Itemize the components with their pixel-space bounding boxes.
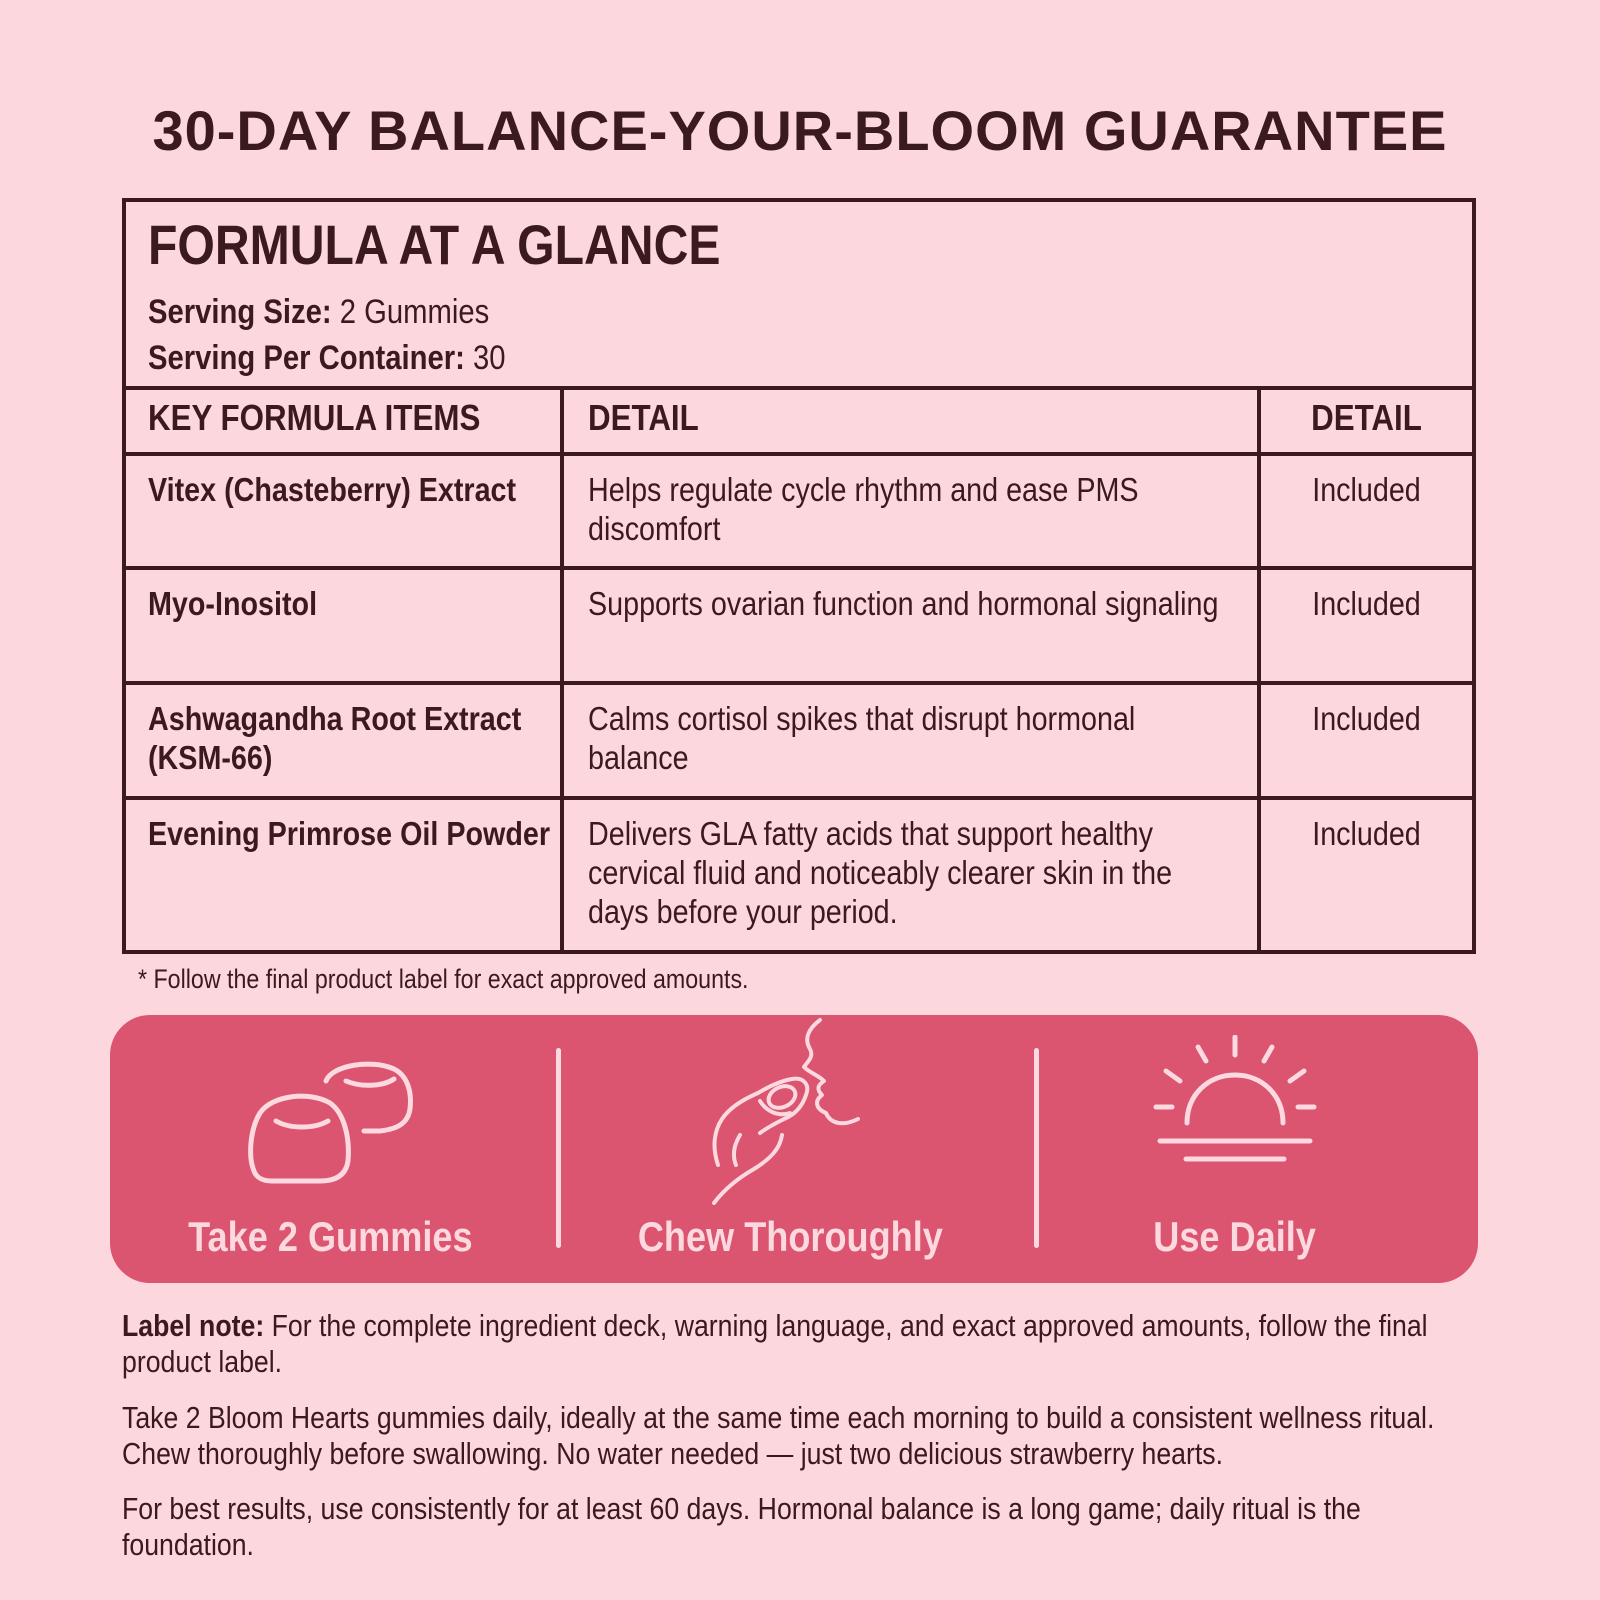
step-label-chew: Chew Thoroughly <box>637 1213 943 1260</box>
step-divider <box>1034 1048 1039 1248</box>
formula-facts-panel <box>122 198 1476 954</box>
label-note-text: For the complete ingredient deck, warning language, and exact approved amounts, follow the final product label. <box>122 1308 1428 1379</box>
servings-per-container <box>148 336 506 380</box>
hand-to-mouth-icon <box>700 1015 900 1205</box>
serving-size-label: Serving Size: <box>148 293 332 331</box>
ingredient-detail: Calms cortisol spikes that disrupt hormonal balance <box>564 685 1261 796</box>
facts-header <box>126 202 1472 390</box>
ingredient-status: Included <box>1312 585 1421 622</box>
serving-size-value: 2 Gummies <box>339 293 490 331</box>
column-header-detail: DETAIL <box>564 386 1261 452</box>
table-row <box>126 800 1472 950</box>
table-row <box>126 456 1472 570</box>
usage-note: Take 2 Bloom Hearts gummies daily, ideally at the same time each morning to build a consistent wellness ritual. Chew thoroughly before swallowing. No water needed — just two delicious strawberry hearts. <box>122 1400 1435 1471</box>
step-divider <box>556 1048 561 1248</box>
ingredient-name: Vitex (Chasteberry) Extract <box>126 456 564 566</box>
sunrise-icon <box>1150 1035 1320 1185</box>
gummies-icon <box>240 1045 430 1195</box>
ingredient-status: Included <box>1312 815 1421 852</box>
table-row <box>126 570 1472 685</box>
serving-size <box>148 290 489 334</box>
servings-per-container-label: Serving Per Container: <box>148 339 465 377</box>
ingredient-status: Included <box>1312 471 1421 508</box>
step-label-take: Take 2 Gummies <box>187 1213 473 1260</box>
ingredient-detail: Delivers GLA fatty acids that support healthy cervical fluid and noticeably clearer skin in the days before your period. <box>564 800 1261 950</box>
servings-per-container-value: 30 <box>472 339 506 377</box>
footnote: * Follow the final product label for exact approved amounts. <box>138 964 749 994</box>
ingredient-name: Myo-Inositol <box>126 570 564 681</box>
label-note-title: Label note: <box>122 1308 265 1343</box>
ingredient-name: Evening Primrose Oil Powder <box>126 800 564 950</box>
ingredient-status: Included <box>1312 700 1421 737</box>
column-header-items: KEY FORMULA ITEMS <box>126 386 564 452</box>
ingredient-detail: Helps regulate cycle rhythm and ease PMS discomfort <box>564 456 1261 566</box>
usage-steps-banner <box>110 1015 1478 1283</box>
label-note <box>122 1308 1492 1380</box>
results-note: For best results, use consistently for at least 60 days. Hormonal balance is a long game; daily ritual is the foundation. <box>122 1491 1361 1562</box>
step-label-daily: Use Daily <box>1153 1213 1317 1260</box>
table-row <box>126 685 1472 800</box>
column-header-detail-status: DETAIL <box>1311 397 1422 438</box>
table-header-row <box>126 386 1472 456</box>
ingredient-name: Ashwagandha Root Extract (KSM-66) <box>126 685 564 796</box>
facts-title: FORMULA AT A GLANCE <box>148 213 721 276</box>
ingredient-detail: Supports ovarian function and hormonal signaling <box>564 570 1261 681</box>
page-headline: 30-DAY BALANCE-YOUR-BLOOM GUARANTEE <box>152 99 1448 162</box>
